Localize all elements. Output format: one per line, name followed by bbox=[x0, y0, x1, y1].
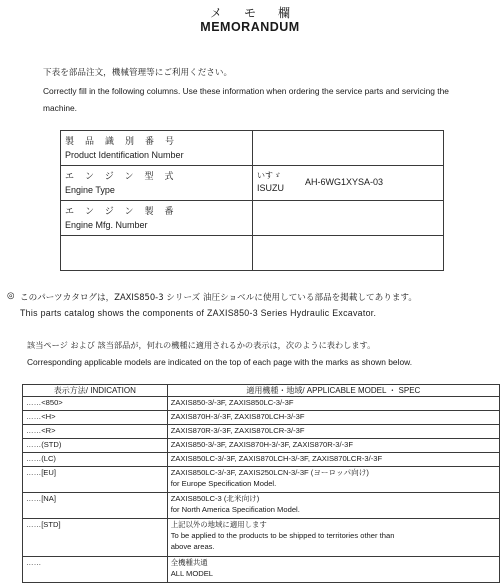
label-cell bbox=[61, 236, 253, 271]
label-cell bbox=[61, 166, 253, 201]
label-cell bbox=[61, 131, 253, 166]
table-row bbox=[23, 467, 500, 493]
model-line: ALL MODEL bbox=[170, 569, 214, 578]
indication-note-en: Corresponding applicable models are indicated on the top of each page with the marks as shown below. bbox=[27, 357, 413, 367]
model-line: 上記以外の地域に適用します bbox=[170, 520, 267, 529]
model-line: ZAXIS850-3/-3F, ZAXIS850LC-3/-3F bbox=[167, 397, 499, 411]
table-row bbox=[61, 201, 444, 236]
memo-title-en: MEMORANDUM bbox=[200, 20, 300, 34]
indication-mark: …… bbox=[23, 557, 168, 583]
model-line: ZAXIS870R-3/-3F, ZAXIS870LCR-3/-3F bbox=[167, 425, 499, 439]
intro-jp: 下表を部品注文，機械管理等にご利用ください。 bbox=[43, 68, 233, 78]
table-row bbox=[23, 425, 500, 439]
table-row bbox=[23, 493, 500, 519]
engine-type-code: AH-6WG1XYSA-03 bbox=[305, 177, 384, 187]
row-label-jp: エンジン型式 bbox=[65, 172, 185, 182]
indication-mark: ……(LC) bbox=[23, 453, 168, 467]
intro-en-line1: Correctly fill in the following columns. Use these information when ordering the service parts and servicing the bbox=[43, 86, 449, 96]
indication-mark: ……[STD] bbox=[23, 519, 168, 557]
model-line: above areas. bbox=[170, 542, 215, 551]
model-line: ZAXIS850-3/-3F, ZAXIS870H-3/-3F, ZAXIS870R-3/-3F bbox=[167, 439, 499, 453]
value-cell[interactable] bbox=[253, 236, 444, 271]
table-row bbox=[23, 519, 500, 557]
applicable-models-table bbox=[22, 384, 500, 583]
catalog-note-en: This parts catalog shows the components of ZAXIS850-3 Series Hydraulic Excavator. bbox=[20, 308, 377, 318]
model-line: ZAXIS870H-3/-3F, ZAXIS870LCH-3/-3F bbox=[167, 411, 499, 425]
model-line: ZAXIS850LC-3/-3F, ZAXIS250LCN-3/-3F (ヨーロッパ向け) bbox=[170, 468, 369, 477]
table-row bbox=[23, 411, 500, 425]
row-label-en: Engine Type bbox=[65, 185, 115, 195]
row-label-en: Product Identification Number bbox=[65, 150, 184, 160]
model-cell bbox=[167, 519, 499, 557]
model-line: ZAXIS850LC-3 (北米向け) bbox=[170, 494, 260, 503]
indication-mark: ……<R> bbox=[23, 425, 168, 439]
catalog-note-jp-prefix: このパーツカタログは， bbox=[20, 293, 115, 303]
header-applicable-model: 適用機種・地域/ APPLICABLE MODEL ・ SPEC bbox=[167, 385, 499, 397]
model-line: 全機種共通 bbox=[170, 558, 208, 567]
indication-note-jp: 該当ページ および 該当部品が，何れの機種に適用されるかの表示は，次のように表わします。 bbox=[27, 340, 376, 350]
model-line: for Europe Specification Model. bbox=[170, 479, 277, 488]
value-cell[interactable] bbox=[253, 166, 444, 201]
intro-en-line2: machine. bbox=[43, 103, 77, 113]
engine-maker-en: ISUZU bbox=[257, 183, 284, 193]
row-label-en: Engine Mfg. Number bbox=[65, 220, 148, 230]
catalog-note-jp-model: ZAXIS850-3 bbox=[114, 292, 164, 302]
memo-title-jp: メモ欄 bbox=[209, 6, 312, 20]
header-indication: 表示方法/ INDICATION bbox=[23, 385, 168, 397]
row-label-jp: エンジン製番 bbox=[65, 207, 185, 217]
indication-mark: ……(STD) bbox=[23, 439, 168, 453]
model-line: ZAXIS850LC-3/-3F, ZAXIS870LCH-3/-3F, ZAXIS870LCR-3/-3F bbox=[167, 453, 499, 467]
model-line: To be applied to the products to be shipped to territories other than bbox=[170, 531, 395, 540]
value-cell[interactable] bbox=[253, 201, 444, 236]
table-row bbox=[23, 453, 500, 467]
model-cell bbox=[167, 467, 499, 493]
model-line: for North America Specification Model. bbox=[170, 505, 300, 514]
engine-maker-jp: いすゞ bbox=[257, 171, 281, 180]
table-row bbox=[61, 131, 444, 166]
row-label-jp: 製品識別番号 bbox=[65, 137, 186, 147]
indication-mark: ……[NA] bbox=[23, 493, 168, 519]
value-cell[interactable] bbox=[253, 131, 444, 166]
model-cell bbox=[167, 493, 499, 519]
catalog-note-jp bbox=[20, 291, 417, 303]
indication-mark: ……<H> bbox=[23, 411, 168, 425]
catalog-note-jp-suffix: シリーズ 油圧ショベルに使用している部品を掲載してあります。 bbox=[163, 293, 417, 303]
table-row bbox=[23, 439, 500, 453]
product-id-table bbox=[60, 130, 444, 271]
model-cell bbox=[167, 557, 499, 583]
table-row bbox=[23, 397, 500, 411]
table-row bbox=[23, 557, 500, 583]
label-cell bbox=[61, 201, 253, 236]
table-row bbox=[61, 166, 444, 201]
table-header-row bbox=[23, 385, 500, 397]
indication-mark: ……[EU] bbox=[23, 467, 168, 493]
catalog-note-mark: ◎ bbox=[7, 291, 15, 301]
table-row bbox=[61, 236, 444, 271]
indication-mark: ……<850> bbox=[23, 397, 168, 411]
